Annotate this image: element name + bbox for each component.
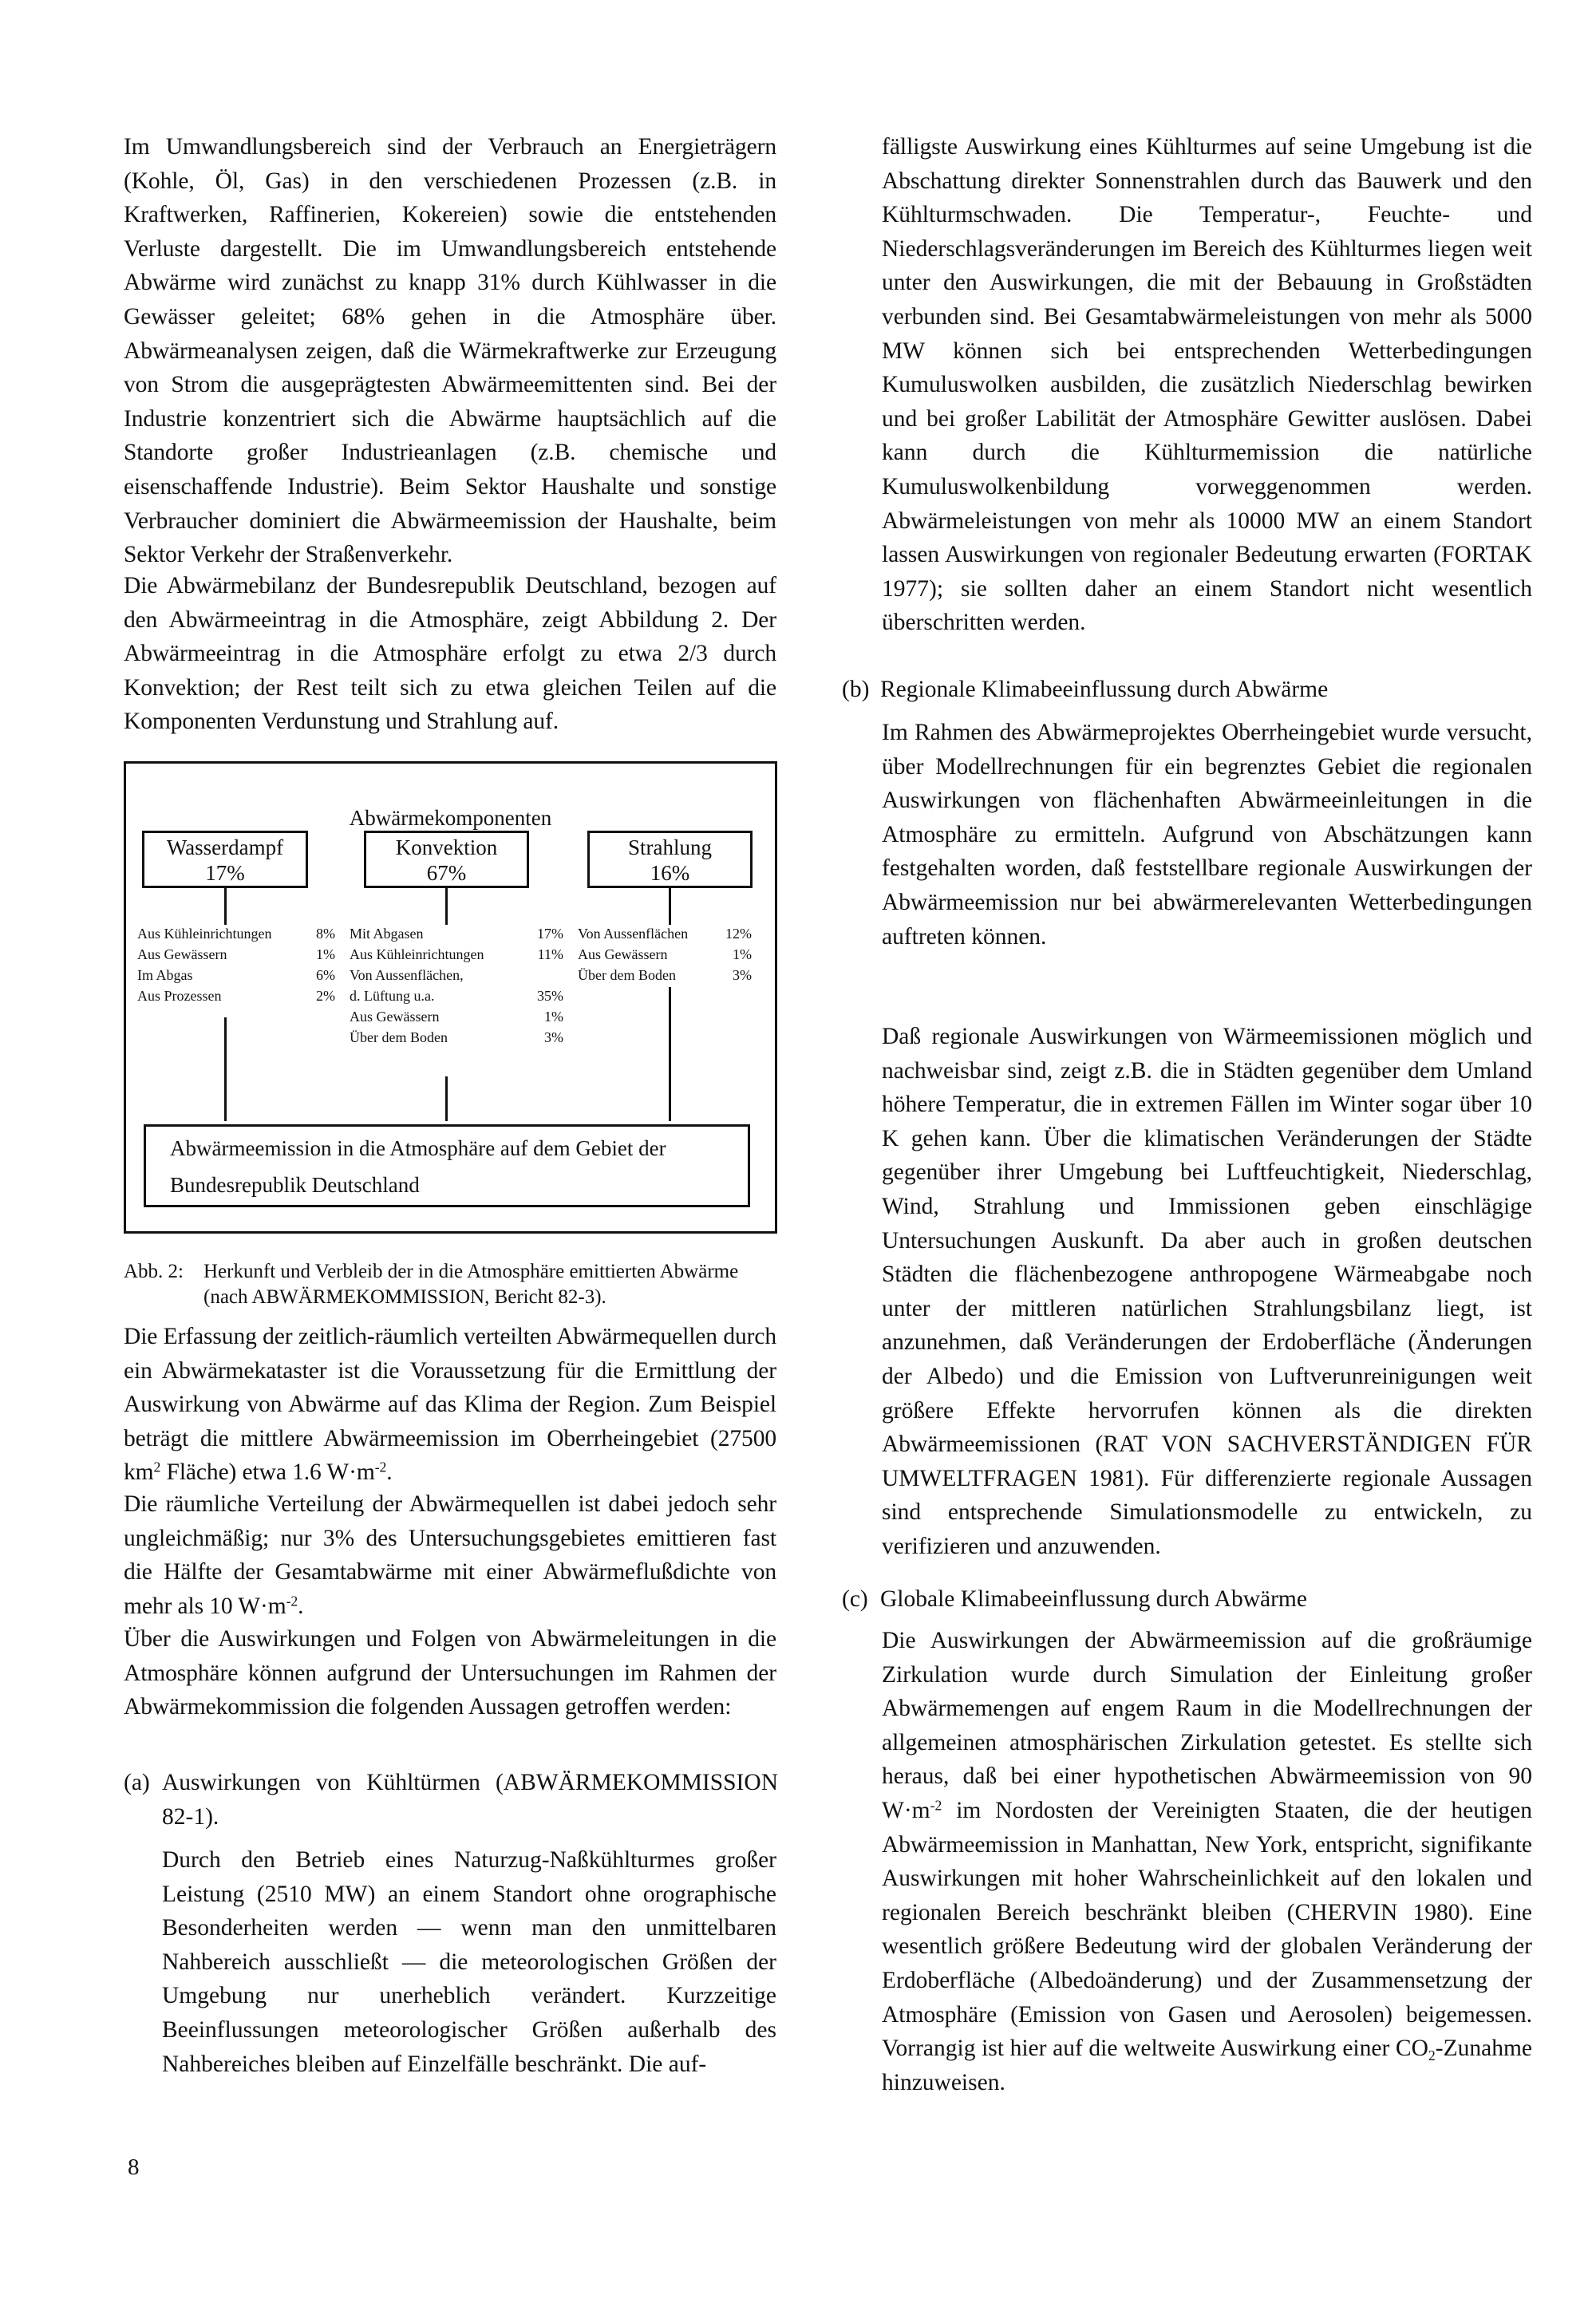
- item-value: 11%: [537, 946, 563, 962]
- connector-line: [224, 1017, 227, 1121]
- item-label: Von Aussenflächen: [578, 926, 689, 942]
- component-box-konvektion: [364, 831, 529, 888]
- list-item: [350, 1027, 563, 1048]
- text-run: Die Auswirkungen der Abwärmeemission auf die großräumige Zirkulation wurde durch Simulation der Einleitung großer Abwärmemengen auf engem Raum in die Modellrechnungen der allgemeinen atmosphärischen Zirkulation getestet. Es stellte sich heraus, daß bei einer hypothetischen Abwärmeemission von 90 W·m: [882, 1628, 1532, 1823]
- item-label: Aus Kühleinrichtungen: [137, 926, 272, 942]
- section-title: Auswirkungen von Kühltürmen (ABWÄRMEKOMMISSION 82-1).: [162, 1770, 778, 1830]
- list-item: [350, 944, 563, 965]
- item-value: 1%: [733, 946, 752, 962]
- item-label: Aus Gewässern: [350, 1009, 440, 1025]
- component-percent: 67%: [426, 861, 467, 885]
- item-label: Über dem Boden: [578, 967, 676, 983]
- item-value: 3%: [544, 1029, 563, 1045]
- section-heading-b: [842, 673, 1532, 707]
- page-number: 8: [128, 2154, 140, 2180]
- item-value: 2%: [316, 988, 335, 1004]
- item-value: 17%: [537, 926, 563, 942]
- text-run: Die räumliche Verteilung der Abwärmequellen ist dabei jedoch sehr ungleichmäßig; nur 3% des Untersuchungsgebietes emittieren fast die Hälfte der Gesamtabwärme mit einer Abwärmeflußdichte von mehr als 10 W·m: [124, 1491, 776, 1619]
- item-value: 6%: [316, 967, 335, 983]
- figure-waste-heat-diagram: [124, 761, 777, 1234]
- component-list-wasserdampf: [137, 923, 335, 1006]
- connector-line: [669, 888, 671, 925]
- item-label: Aus Prozessen: [137, 988, 222, 1004]
- list-item: [137, 944, 335, 965]
- component-list-konvektion: [350, 923, 563, 1048]
- paragraph-cooling-tower-effects: fälligste Auswirkung eines Kühlturmes auf seine Umgebung ist die Abschattung direkter Sonnenstrahlen durch das Bauwerk und den Kühlturmschwaden. Die Temperatur-, Feuchte- und Niederschlagsveränderungen im Bereich des Kühlturmes liegen weit unter den Auswirkungen, die mit der Bebauung in Großstädten verbunden sind. Bei Gesamtabwärmeleistungen von mehr als 5000 MW können sich bei entsprechenden Wetterbedingungen Kumuluswolken ausbilden, die zusätzlich Niederschlag bewirken und bei großer Labilität der Atmosphäre Gewitter auslösen. Dabei kann durch die Kühlturmemission die natürliche Kumuluswolkenbildung vorweggenommen werden. Abwärmeleistungen von mehr als 10000 MW an einem Standort lassen Auswirkungen von regionaler Bedeutung erwarten (FORTAK 1977); sie sollten daher an einem Standort nicht wesentlich überschritten werden.: [882, 134, 1532, 636]
- section-heading-c: [842, 1582, 1532, 1617]
- section-title: Globale Klimabeeinflussung durch Abwärme: [880, 1586, 1307, 1612]
- item-value: 1%: [544, 1009, 563, 1025]
- paragraph-cooling-towers: Durch den Betrieb eines Naturzug-Naßkühlturmes großer Leistung (2510 MW) an einem Standort ohne orographische Besonderheiten werden — wenn man den unmittelbaren Nahbereich ausschließt — die meteorologischen Größen der Umgebung nur unerheblich verändert. Kurzzeitige Beeinflussungen meteorologischer Größen außerhalb des Nahbereiches bleiben auf Einzelfälle beschränkt. Die auf-: [162, 1847, 776, 2077]
- item-label: Mit Abgasen: [350, 926, 424, 942]
- component-percent: 16%: [650, 861, 690, 885]
- text-run: Die Erfassung der zeitlich-räumlich verteilten Abwärmequellen durch ein Abwärmekataster ist die Voraussetzung für die Ermittlung der Auswirkung von Abwärme auf das Klima der Region. Zum Beispiel beträgt die mittlere Abwärmeemission im Oberrheingebiet (27500 km: [124, 1324, 776, 1486]
- superscript: -2: [286, 1593, 298, 1609]
- item-value: 35%: [537, 988, 563, 1004]
- figure-title: Abwärmekomponenten: [349, 806, 552, 830]
- list-item: [137, 985, 335, 1006]
- text-run: im Nordosten der Vereinigten Staaten, die der heutigen Abwärmeemission in Manhattan, New York, entspricht, signifikante Auswirkungen mit hoher Wahrscheinlichkeit auf den lokalen und regionalen Bereich beschränkt bleiben (CHERVIN 1980). Eine wesentlich größere Bedeutung wird der globalen Veränderung der Erdoberfläche (Albedoänderung) und der Zusammensetzung der Atmosphäre (Emission von Gasen und Aerosolen) beigemessen. Vorrangig ist hier auf die weltweite Auswirkung einer CO: [882, 1797, 1532, 2062]
- section-heading-a: [124, 1766, 778, 1834]
- paragraph-global-climate: [882, 1624, 1532, 2099]
- component-list-strahlung: [578, 923, 752, 985]
- text-run: -Zunahme hinzuweisen.: [882, 2036, 1532, 2095]
- text-run: .: [386, 1459, 393, 1486]
- paragraph-energy-conversion: Im Umwandlungsbereich sind der Verbrauch an Energieträgern (Kohle, Öl, Gas) in den verschiedenen Prozessen (z.B. in Kraftwerken, Raffinerien, Kokereien) sowie die entstehenden Verluste dargestellt. Die im Umwandlungsbereich entstehende Abwärme wird zunächst zu knapp 31% durch Kühlwasser in die Gewässer geleitet; 68% gehen in die Atmosphäre über. Abwärmeanalysen zeigen, daß die Wärmekraftwerke zur Erzeugung von Strom die ausgeprägtesten Abwärmeemittenten sind. Bei der Industrie konzentriert sich die Abwärme hauptsächlich auf die Standorte großer Industrieanlagen (z.B. chemische und eisenschaffende Industrie). Beim Sektor Haushalte und sonstige Verbraucher dominiert die Abwärmeemission der Haushalte, beim Sektor Verkehr der Straßenverkehr.: [124, 134, 776, 568]
- item-label: Aus Gewässern: [578, 946, 668, 962]
- paragraph-spatial-distribution: [124, 1487, 776, 1623]
- list-item: [137, 965, 335, 985]
- component-percent: 17%: [205, 861, 245, 885]
- superscript: -2: [930, 1797, 942, 1814]
- component-name: Konvektion: [395, 835, 498, 859]
- caption-text: Herkunft und Verbleib der in die Atmosphäre emittierten Abwärme (nach ABWÄRMEKOMMISSION, Bericht 82-3).: [203, 1261, 739, 1308]
- section-label: (a): [124, 1770, 150, 1795]
- item-label: Aus Gewässern: [137, 946, 227, 962]
- list-item: [578, 944, 752, 965]
- paragraph-heat-cadastre: [124, 1320, 776, 1490]
- connector-line: [669, 987, 671, 1121]
- superscript: 2: [153, 1459, 161, 1475]
- list-item: [350, 923, 563, 944]
- item-value: 1%: [316, 946, 335, 962]
- superscript: -2: [374, 1459, 387, 1475]
- list-item: [578, 965, 752, 985]
- list-item: [350, 985, 563, 1006]
- section-label: (c): [842, 1586, 868, 1612]
- connector-line: [224, 888, 227, 925]
- list-item: [350, 1006, 563, 1027]
- subscript: 2: [1428, 2048, 1436, 2064]
- target-box-emission: Abwärmeemission in die Atmosphäre auf dem Gebiet der Bundesrepublik Deutschland: [144, 1124, 750, 1207]
- list-item: [137, 923, 335, 944]
- item-label: Im Abgas: [137, 967, 193, 983]
- list-item: [578, 923, 752, 944]
- paragraph-regional-project: Im Rahmen des Abwärmeprojektes Oberrheingebiet wurde versucht, über Modellrechnungen für ein begrenztes Gebiet die regionalen Auswirkungen von flächenhaften Abwärmeeinleitungen in die Atmosphäre zu ermitteln. Aufgrund von Abschätzungen kann festgehalten worden, daß feststellbare regionale Auswirkungen der Abwärmeemission nur bei abwärmerelevanten Wetterbedingungen auftreten können.: [882, 720, 1532, 950]
- item-label: Von Aussenflächen,: [350, 967, 464, 983]
- paragraph-urban-climate: Daß regionale Auswirkungen von Wärmeemissionen möglich und nachweisbar sind, zeigt z.B. die in Städten gegenüber dem Umland höhere Temperatur, die in extremen Fällen im Winter sogar über 10 K gehen kann. Über die klimatischen Veränderungen der Städte gegenüber ihrer Umgebung bei Luftfeuchtigkeit, Niederschlag, Wind, Strahlung und Immissionen geben einschlägige Untersuchungen Auskunft. Da aber auch in großen deutschen Städten die flächenbezogene anthropogene Wärmeabgabe noch unter der mittleren natürlichen Strahlungsbilanz liegt, ist anzunehmen, daß Veränderungen der Erdoberfläche (Änderungen der Albedo) und die Emission von Luftverunreinigungen weit größere Effekte hervorrufen können als die direkten Abwärmeemissionen (RAT VON SACHVERSTÄNDIGEN FÜR UMWELTFRAGEN 1981). Für differenzierte regionale Aussagen sind entsprechende Simulationsmodelle zu entwickeln, zu verifizieren und anzuwenden.: [882, 1024, 1532, 1559]
- section-label: (b): [842, 677, 870, 702]
- paragraph-findings-intro: Über die Auswirkungen und Folgen von Abwärmeleitungen in die Atmosphäre können aufgrund der Untersuchungen im Rahmen der Abwärmekommission die folgenden Aussagen getroffen werden:: [124, 1626, 776, 1720]
- item-value: 8%: [316, 926, 335, 942]
- item-label: d. Lüftung u.a.: [350, 988, 435, 1004]
- item-value: 3%: [733, 967, 752, 983]
- item-label: Aus Kühleinrichtungen: [350, 946, 484, 962]
- list-item: [350, 965, 563, 985]
- text-run: Fläche) etwa 1.6 W·m: [160, 1459, 375, 1486]
- paragraph-waste-heat-balance: Die Abwärmebilanz der Bundesrepublik Deutschland, bezogen auf den Abwärmeeintrag in die Atmosphäre, zeigt Abbildung 2. Der Abwärmeeintrag in die Atmosphäre erfolgt zu etwa 2/3 durch Konvektion; der Rest teilt sich zu etwa gleichen Teilen auf die Komponenten Verdunstung und Strahlung auf.: [124, 573, 776, 735]
- section-title: Regionale Klimabeeinflussung durch Abwärme: [880, 677, 1329, 702]
- item-value: 12%: [725, 926, 752, 942]
- component-box-wasserdampf: [142, 831, 308, 888]
- connector-line: [445, 1076, 448, 1121]
- connector-line: [445, 888, 448, 925]
- component-name: Wasserdampf: [166, 835, 284, 859]
- text-run: .: [298, 1593, 304, 1619]
- component-box-strahlung: [587, 831, 753, 888]
- item-label: Über dem Boden: [350, 1029, 448, 1045]
- component-name: Strahlung: [628, 835, 712, 859]
- caption-label: Abb. 2:: [124, 1261, 184, 1282]
